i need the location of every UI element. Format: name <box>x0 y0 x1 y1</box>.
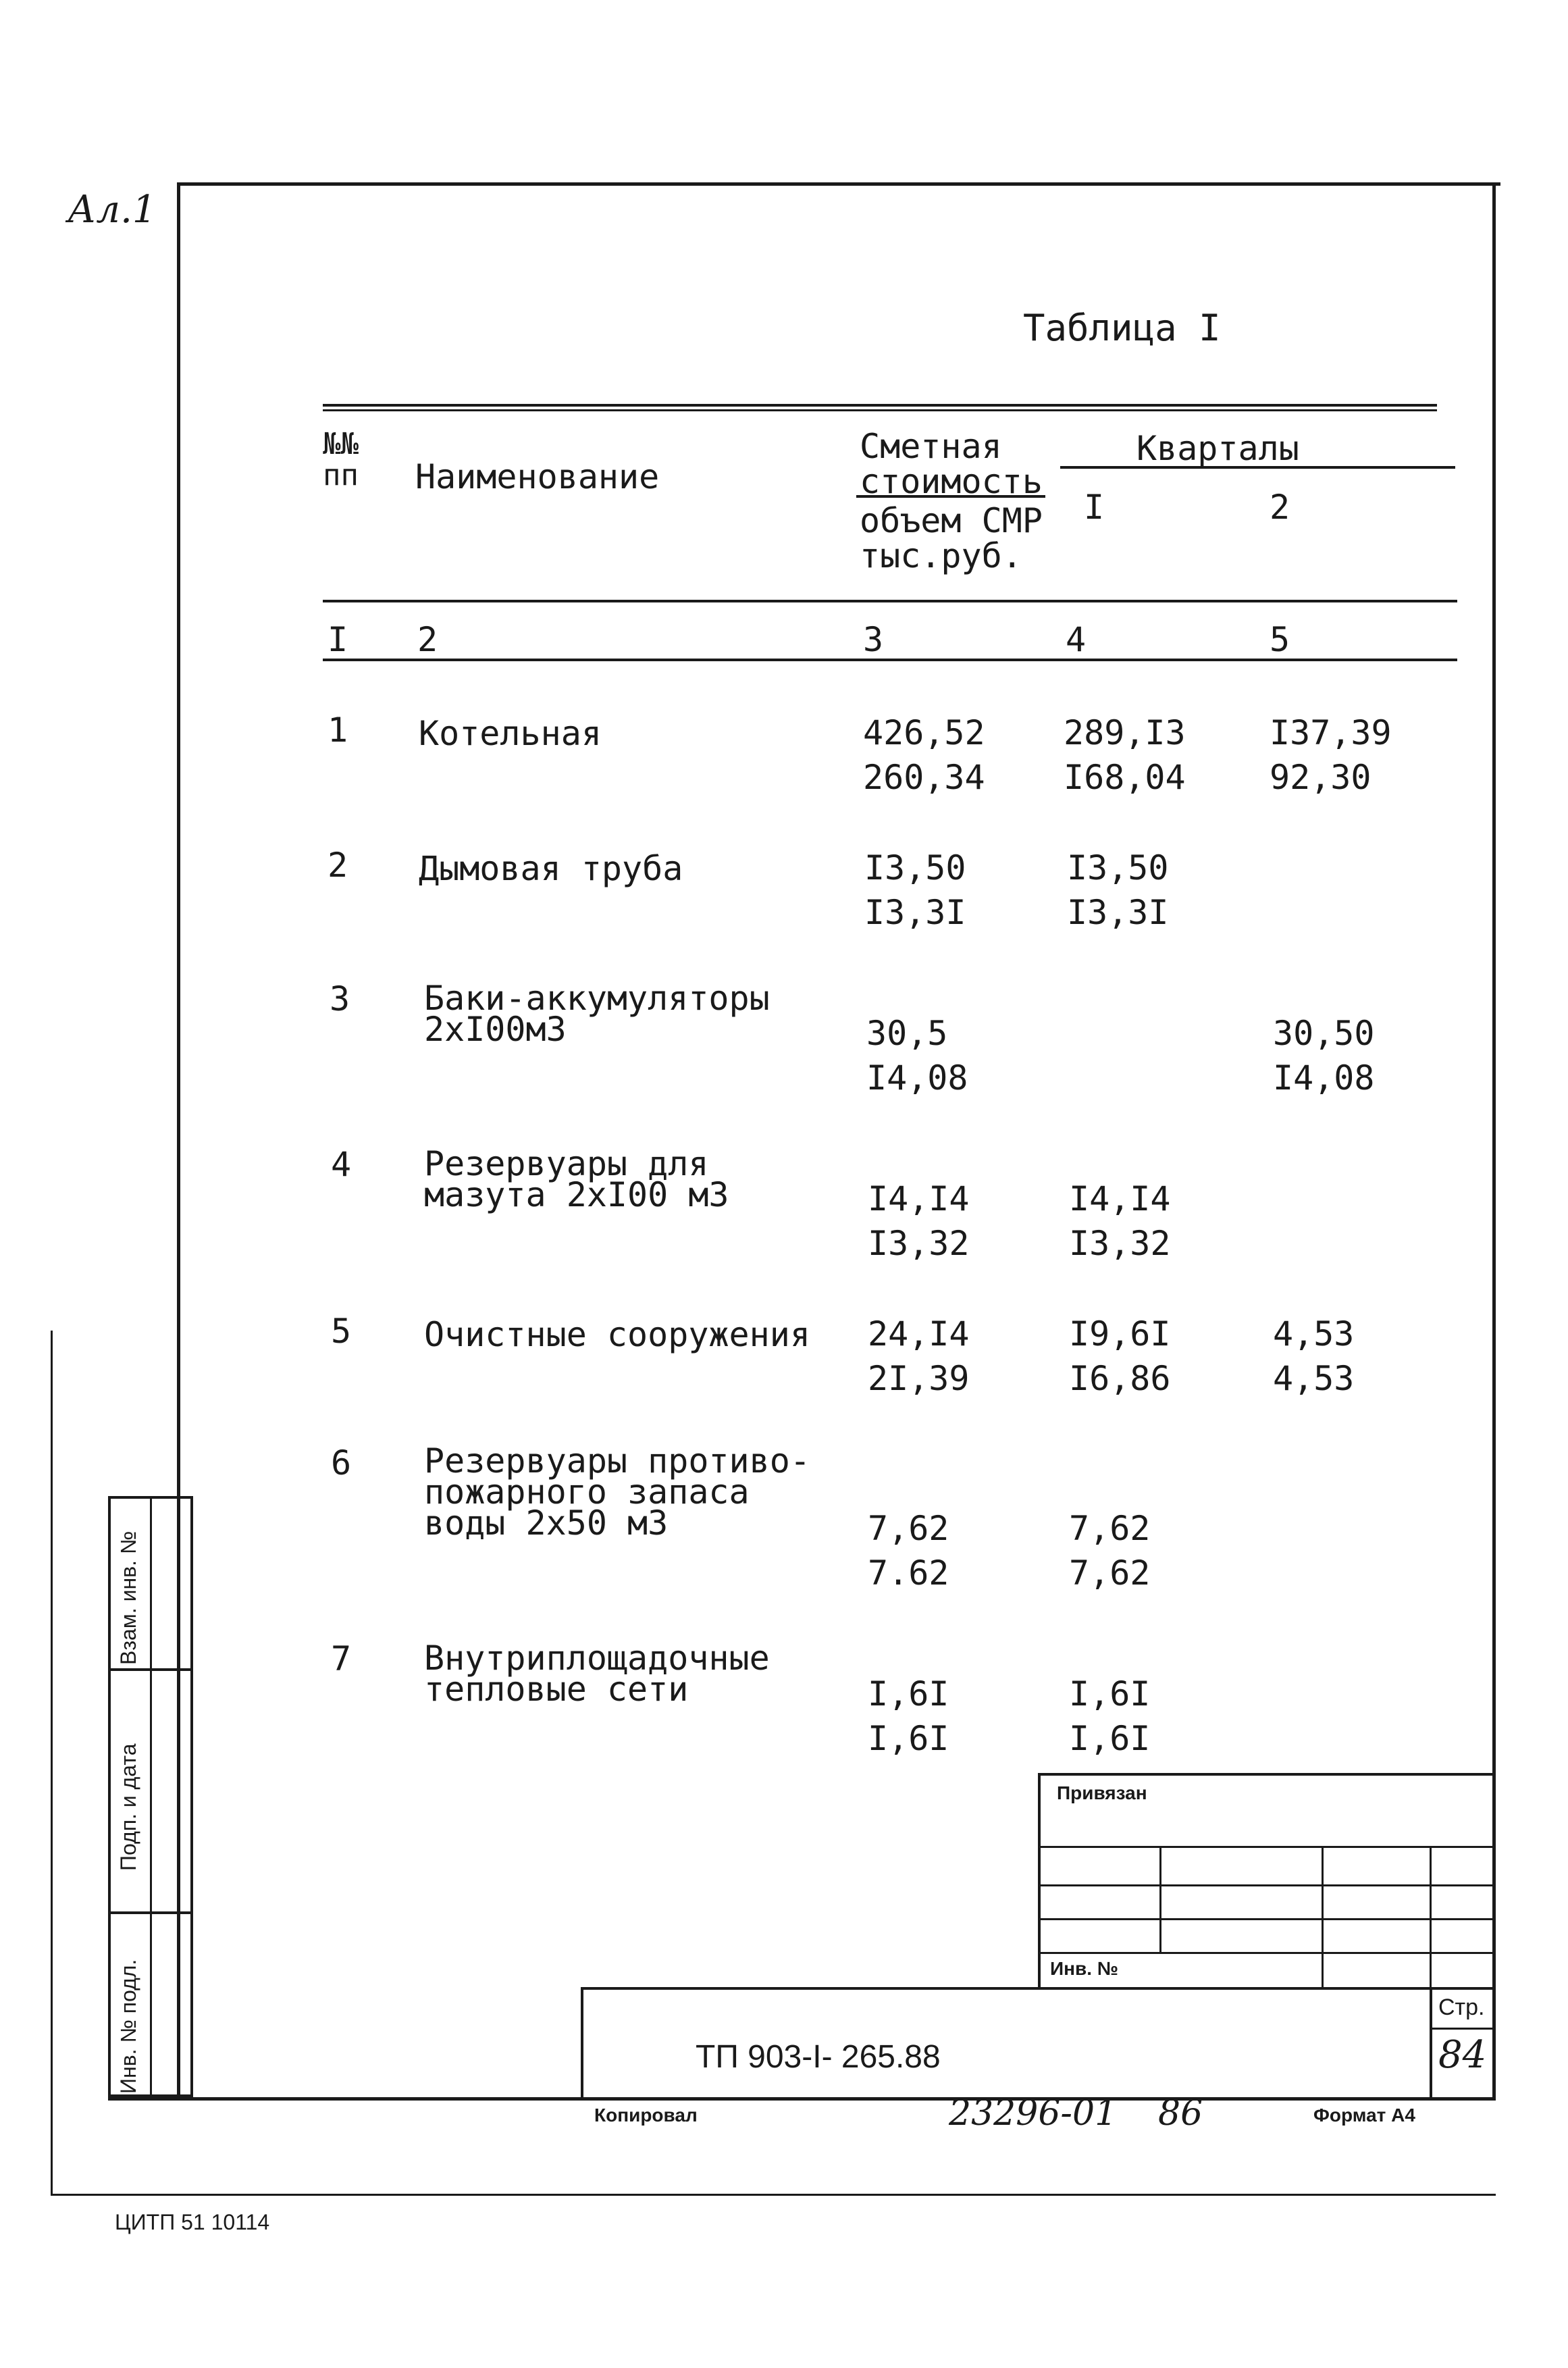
printer-code: ЦИТП 51 10114 <box>115 2210 270 2234</box>
header-top-line-2 <box>323 409 1437 411</box>
row-1-q2: I37,39 92,30 <box>1270 713 1392 797</box>
inv-label: Инв. № <box>1050 1958 1119 1979</box>
row-1-q1: 289,I3 I68,04 <box>1064 713 1186 797</box>
row-7-q1: I,6I I,6I <box>1069 1674 1151 1758</box>
colnum-3: 3 <box>863 620 884 659</box>
row-5-q2: 4,53 4,53 <box>1273 1314 1355 1398</box>
stamp-col-2 <box>1322 1846 1324 1989</box>
row-5-name: Очистные сооружения <box>424 1315 810 1354</box>
left-strip-label-2: Подп. и дата <box>116 1743 140 1871</box>
row-7-num: 7 <box>331 1639 352 1678</box>
sheet-mark: Ал.1 <box>68 188 157 232</box>
left-strip-sep-1 <box>108 1668 193 1671</box>
row-4-cost: I4,I4 I3,32 <box>868 1179 970 1263</box>
stamp-col-1 <box>1159 1846 1161 1954</box>
header-top-line <box>323 404 1437 407</box>
trim-line-left <box>51 1331 53 2195</box>
left-strip-label-3: Инв. № подл. <box>116 1959 140 2094</box>
doc-code: ТП 903-I- 265.88 <box>696 2039 941 2075</box>
format-label: Формат А4 <box>1313 2105 1415 2126</box>
row-7-cost: I,6I I,6I <box>868 1674 949 1758</box>
title-block-page-line <box>1430 2028 1496 2030</box>
header-bottom-line <box>323 600 1457 602</box>
header-cost-bottom: объем СМР тыс.руб. <box>860 501 1043 575</box>
row-1-cost: 426,52 260,34 <box>863 713 985 797</box>
stamp-line-3 <box>1038 1918 1496 1920</box>
row-6-q1: 7,62 7,62 <box>1069 1509 1151 1593</box>
row-4-num: 4 <box>331 1145 352 1184</box>
colnum-2: 2 <box>417 620 438 659</box>
header-q2: 2 <box>1270 488 1290 527</box>
row-2-q1: I3,50 I3,3I <box>1067 848 1169 932</box>
row-3-q2: 30,50 I4,08 <box>1273 1014 1375 1098</box>
stamp-line-1 <box>1038 1846 1496 1848</box>
row-2-name: Дымовая труба <box>419 849 683 888</box>
stamp-line-4 <box>1038 1952 1496 1954</box>
row-6-name: Резервуары противо- пожарного запаса воды 2х50 м3 <box>424 1441 810 1543</box>
order-number: 23296-01 <box>949 2093 1118 2134</box>
frame-top <box>177 182 1500 186</box>
header-q1: I <box>1084 488 1105 527</box>
row-2-cost: I3,50 I3,3I <box>864 848 966 932</box>
row-4-name: Резервуары для мазута 2хI00 м3 <box>424 1144 729 1214</box>
row-2-num: 2 <box>328 846 348 885</box>
row-3-num: 3 <box>330 979 350 1019</box>
colnum-5: 5 <box>1270 620 1290 659</box>
page-label: Стр. <box>1438 1994 1485 2020</box>
copied-label: Копировал <box>594 2105 698 2126</box>
header-cost-top: Сметная стоимость <box>860 427 1043 501</box>
row-1-num: 1 <box>328 711 348 750</box>
colnum-1: I <box>328 620 348 659</box>
row-5-cost: 24,I4 2I,39 <box>868 1314 970 1398</box>
colnum-4: 4 <box>1066 620 1087 659</box>
row-6-num: 6 <box>331 1443 352 1483</box>
left-strip-label-1: Взам. инв. № <box>116 1530 140 1665</box>
title-block-page-divider <box>1430 1987 1432 2101</box>
row-4-q1: I4,I4 I3,32 <box>1069 1179 1171 1263</box>
page-number: 84 <box>1438 2033 1487 2077</box>
stamp-col-3 <box>1430 1846 1432 1989</box>
left-strip-sep-2 <box>108 1911 193 1914</box>
table-title: Таблица I <box>1023 307 1221 349</box>
row-5-num: 5 <box>331 1312 352 1351</box>
row-6-cost: 7,62 7.62 <box>868 1509 949 1593</box>
row-5-q1: I9,6I I6,86 <box>1069 1314 1171 1398</box>
header-quarters: Кварталы <box>1136 429 1299 468</box>
row-1-name: Котельная <box>419 714 602 753</box>
header-name: Наименование <box>415 457 660 496</box>
sheet-number: 86 <box>1158 2093 1203 2134</box>
trim-line-bottom <box>51 2194 1496 2196</box>
row-7-name: Внутриплощадочные тепловые сети <box>424 1639 770 1709</box>
left-strip-divider <box>150 1496 152 2097</box>
attached-label: Привязан <box>1057 1782 1147 1803</box>
row-3-name: Баки-аккумуляторы 2хI00м3 <box>424 979 770 1049</box>
stamp-line-2 <box>1038 1884 1496 1886</box>
row-3-cost: 30,5 I4,08 <box>866 1014 968 1098</box>
header-num: №№ пп <box>323 427 359 492</box>
